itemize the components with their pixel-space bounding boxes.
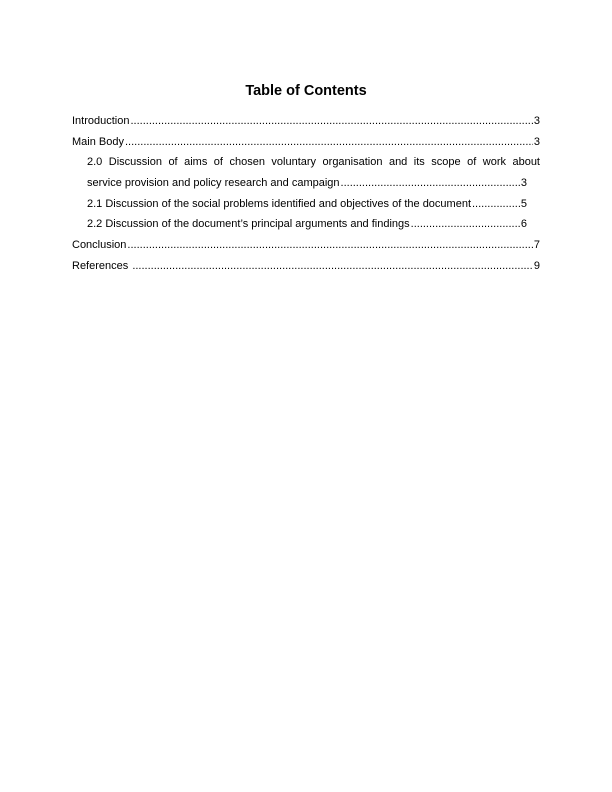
toc-page-number: 3	[533, 136, 540, 148]
dot-leader	[411, 217, 520, 231]
dot-leader	[127, 238, 532, 252]
toc-entry-label-line1: 2.0 Discussion of aims of chosen voluntary organisation and its scope of work about	[87, 156, 540, 168]
toc-entry-2-1[interactable]	[87, 197, 527, 211]
toc-page-number: 9	[533, 260, 540, 272]
toc-page-number: 3	[533, 115, 540, 127]
toc-entry-2-0-continued[interactable]	[87, 176, 527, 190]
toc-title: Table of Contents	[245, 83, 367, 99]
dot-leader	[130, 114, 532, 128]
toc-entry-label: Conclusion	[72, 239, 127, 251]
toc-entry-conclusion[interactable]	[72, 238, 540, 252]
toc-entry-label: Main Body	[72, 136, 124, 148]
toc-entry-references[interactable]	[72, 259, 540, 273]
toc-entry-2-0[interactable]	[87, 155, 540, 169]
toc-page-number: 5	[520, 198, 527, 210]
toc-entry-label-line2: service provision and policy research and campaign	[87, 177, 340, 189]
dot-leader	[125, 135, 533, 149]
toc-page-number: 3	[520, 177, 527, 189]
toc-entry-2-2[interactable]	[87, 217, 527, 231]
toc-entry-label: Introduction	[72, 115, 130, 127]
toc-entry-main-body[interactable]	[72, 135, 540, 149]
toc-entry-label: 2.2 Discussion of the document’s principal arguments and findings	[87, 218, 410, 230]
toc-page-number: 7	[533, 239, 540, 251]
toc-entry-label: 2.1 Discussion of the social problems identified and objectives of the document	[87, 198, 471, 210]
toc-page-number: 6	[520, 218, 527, 230]
toc-entry-label: References	[72, 260, 132, 272]
toc-entry-introduction[interactable]	[72, 114, 540, 128]
dot-leader	[132, 259, 533, 273]
dot-leader	[472, 197, 520, 211]
dot-leader	[341, 176, 520, 190]
